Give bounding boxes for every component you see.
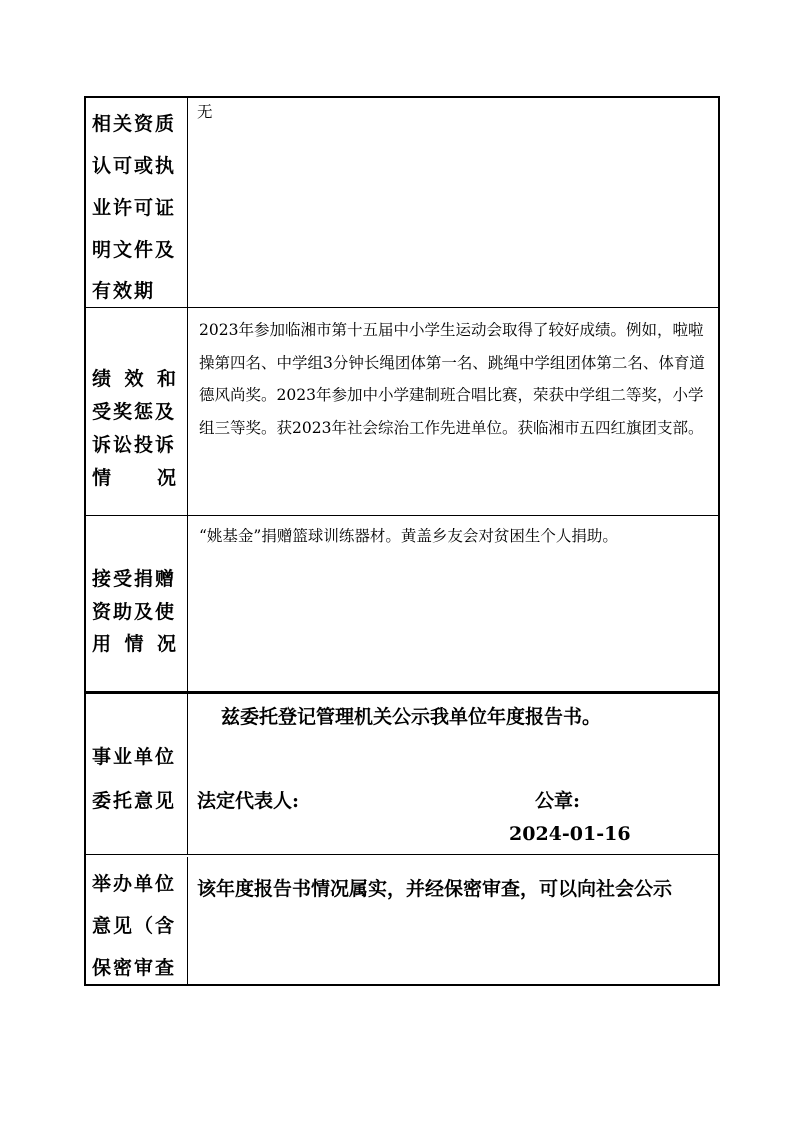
label-line: 接受捐赠 xyxy=(92,568,177,590)
label-qualification xyxy=(86,98,188,307)
entrust-statement: 兹委托登记管理机关公示我单位年度报告书。 xyxy=(221,706,602,728)
row-performance xyxy=(86,308,718,516)
sponsor-opinion-text: 该年度报告书情况属实，并经保密审查，可以向社会公示 xyxy=(197,878,673,900)
row-qualification xyxy=(86,98,718,308)
row-entrust xyxy=(86,692,718,855)
label-line: 业许可证 xyxy=(92,197,177,219)
content-donation xyxy=(189,516,718,691)
label-line: 受奖惩及 xyxy=(92,401,177,423)
label-line: 事业单位 xyxy=(92,746,177,768)
content-sponsor xyxy=(189,857,718,984)
label-char: 绩 xyxy=(92,368,112,390)
label-line: 保密审查 xyxy=(92,957,177,979)
content-entrust xyxy=(189,694,718,854)
donation-text: “姚基金”捐赠篮球训练器材。黄盖乡友会对贫困生个人捐助。 xyxy=(199,527,618,545)
label-line xyxy=(92,364,176,391)
row-donation xyxy=(86,516,718,692)
label-sponsor xyxy=(86,857,188,984)
label-char: 用 xyxy=(92,633,112,655)
legal-representative-label: 法定代表人: xyxy=(197,790,300,812)
entrust-date: 2024-01-16 xyxy=(509,823,631,845)
label-line: 诉讼投诉 xyxy=(92,434,177,456)
label-line xyxy=(92,629,176,656)
label-donation xyxy=(86,516,188,691)
label-char: 况 xyxy=(156,633,176,655)
label-entrust xyxy=(86,694,188,854)
label-line: 意见（含 xyxy=(92,915,177,937)
label-char: 情 xyxy=(124,633,144,655)
label-line: 认可或执 xyxy=(92,155,177,177)
content-performance xyxy=(189,308,718,515)
label-line: 委托意见 xyxy=(92,790,177,812)
seal-label: 公章: xyxy=(535,790,581,812)
row-sponsor xyxy=(86,857,718,984)
label-line: 相关资质 xyxy=(92,113,177,135)
content-qualification xyxy=(189,98,718,307)
label-line: 明文件及 xyxy=(92,239,177,261)
label-line: 举办单位 xyxy=(92,873,177,895)
label-line: 有效期 xyxy=(92,280,156,302)
annual-report-table xyxy=(84,96,720,986)
label-char: 况 xyxy=(156,467,176,489)
performance-text: 2023年参加临湘市第十五届中小学生运动会取得了较好成绩。例如，啦啦操第四名、中学组3分钟长绳团体第一名、跳绳中学组团体第二名、体育道德风尚奖。2023年参加中小学建制班合唱比赛，荣获中学组二等奖，小学组三等奖。获2023年社会综治工作先进单位。获临湘市五四红旗团支部。 xyxy=(199,321,705,437)
label-line: 资助及使 xyxy=(92,601,177,623)
label-char: 情 xyxy=(92,467,112,489)
qualification-text: 无 xyxy=(197,103,213,121)
label-char: 和 xyxy=(156,368,176,390)
label-performance xyxy=(86,308,188,515)
label-char: 效 xyxy=(124,368,144,390)
label-line xyxy=(92,463,176,490)
